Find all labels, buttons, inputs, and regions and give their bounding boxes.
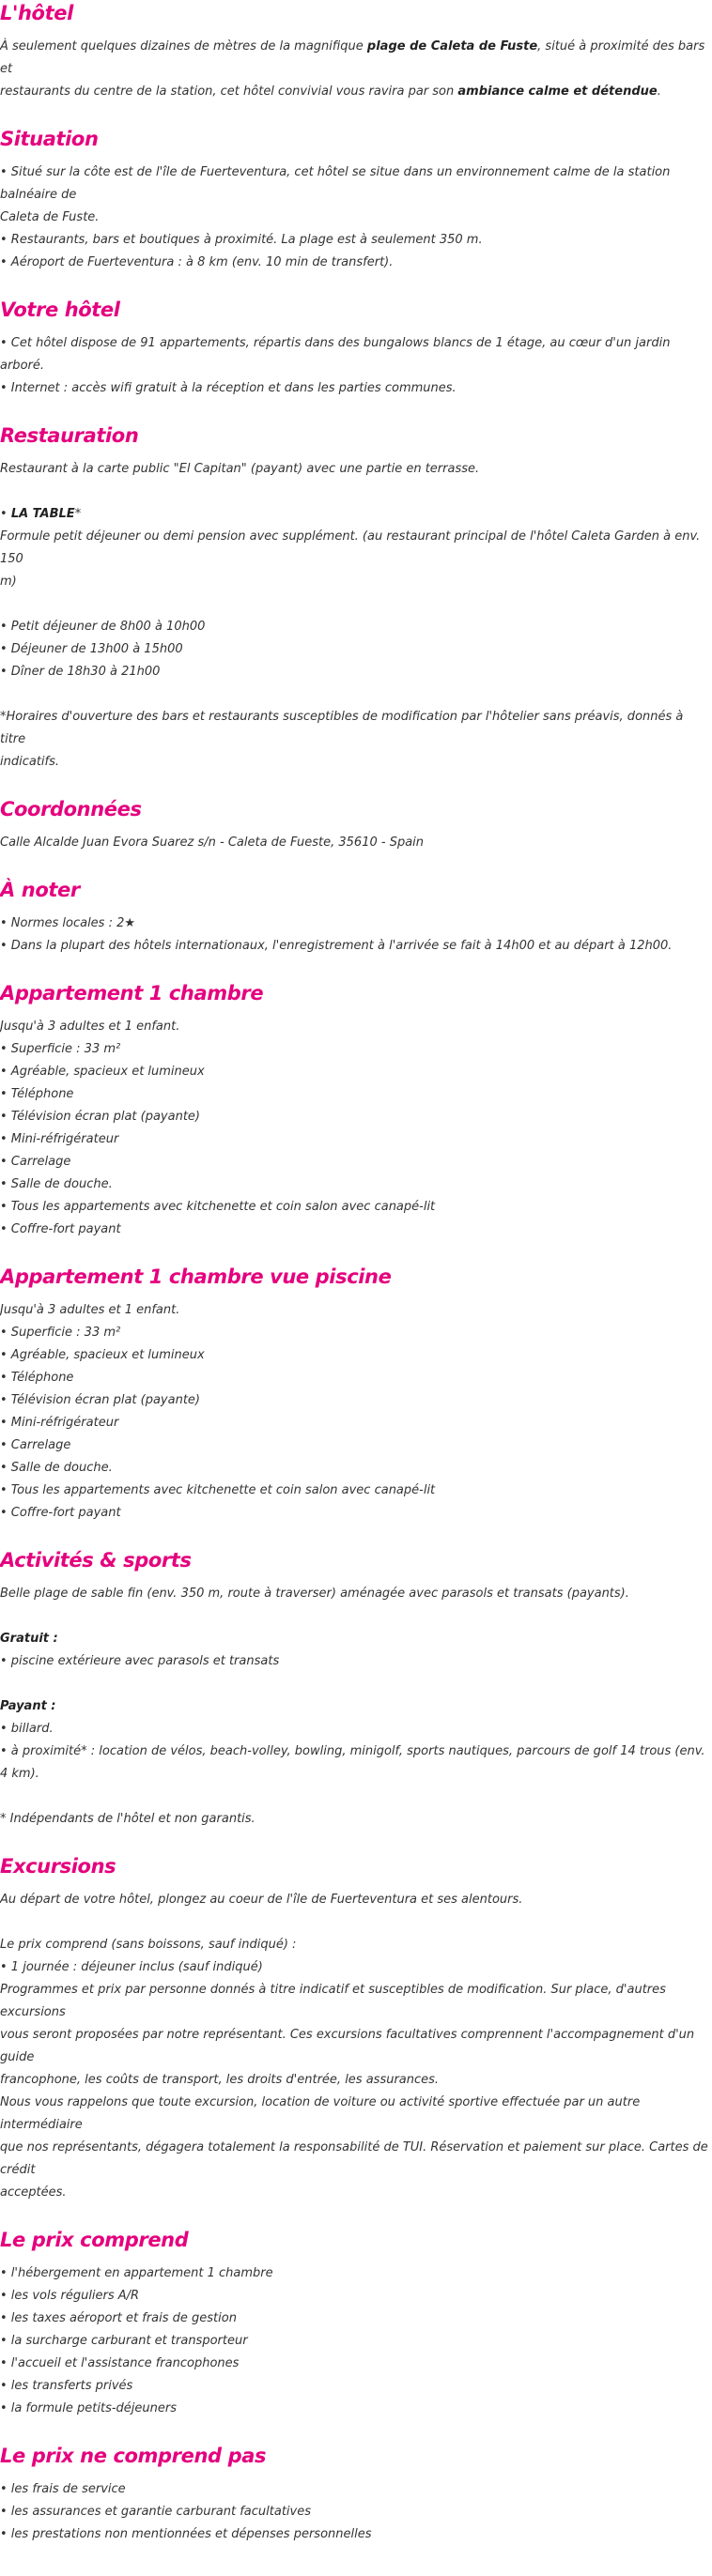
text-line: Programmes et prix par personne donnés à titre indicatif et susceptibles de modification. Sur place, d'autres excursions xyxy=(0,1983,666,2019)
section-restauration xyxy=(0,422,712,774)
section-body xyxy=(0,2478,712,2546)
text-line: *Horaires d'ouverture des bars et restaurants susceptibles de modification par l'hôtelier sans préavis, donnés à titre xyxy=(0,710,684,746)
bullet-item: • Aéroport de Fuerteventura : à 8 km (env. 10 min de transfert). xyxy=(0,255,394,269)
section-title: À noter xyxy=(0,879,80,901)
section-body xyxy=(0,1299,712,1525)
text-line: Jusqu'à 3 adultes et 1 enfant. xyxy=(0,1020,180,1034)
section-title: Votre hôtel xyxy=(0,299,120,321)
section-title: Restauration xyxy=(0,424,139,447)
text-line: indicatifs. xyxy=(0,755,60,769)
text-line: francophone, les coûts de transport, les droits d'entrée, les assurances. xyxy=(0,2073,440,2087)
bullet-item: • l'hébergement en appartement 1 chambre xyxy=(0,2266,273,2280)
section-title: Activités & sports xyxy=(0,1549,192,1572)
bullet-item: • les transferts privés xyxy=(0,2379,133,2393)
text-run: restaurants du centre de la station, cet hôtel convivial vous ravira par son xyxy=(0,84,458,99)
bold-text: ambiance calme et détendue xyxy=(457,84,658,99)
bullet-item: • Salle de douche. xyxy=(0,1177,113,1191)
text-line: Restaurant à la carte public "El Capitan" (payant) avec une partie en terrasse. xyxy=(0,462,480,476)
section-body xyxy=(0,161,712,274)
section-excursions xyxy=(0,1853,712,2204)
bullet-item: • Salle de douche. xyxy=(0,1461,113,1475)
section-title: Situation xyxy=(0,128,99,150)
bullet-item: • Téléphone xyxy=(0,1371,74,1385)
section-body xyxy=(0,2262,712,2420)
bullet-item: • Dans la plupart des hôtels internationaux, l'enregistrement à l'arrivée se fait à 14h00 et au départ à 12h00. xyxy=(0,939,673,953)
text-line: Belle plage de sable fin (env. 350 m, route à traverser) aménagée avec parasols et transats (payants). xyxy=(0,1587,629,1601)
bullet-item: • Normes locales : 2★ xyxy=(0,916,136,930)
bullet-item: • les taxes aéroport et frais de gestion xyxy=(0,2311,237,2325)
bold-text: LA TABLE xyxy=(10,507,75,521)
section-activites-sports xyxy=(0,1547,712,1831)
bullet-item: • Téléphone xyxy=(0,1087,74,1101)
section-le-prix-comprend xyxy=(0,2227,712,2420)
text-line: Calle Alcalde Juan Evora Suarez s/n - Caleta de Fueste, 35610 - Spain xyxy=(0,836,425,850)
bullet-item: • la formule petits-déjeuners xyxy=(0,2401,178,2415)
bullet-item: • Télévision écran plat (payante) xyxy=(0,1110,201,1124)
bullet-item: • l'accueil et l'assistance francophones xyxy=(0,2356,240,2370)
bullet-item: • Petit déjeuner de 8h00 à 10h00 xyxy=(0,620,206,634)
bullet-item: • Situé sur la côte est de l'île de Fuerteventura, cet hôtel se situe dans un environnement calme de la station balnéaire de xyxy=(0,165,671,202)
text-line: Jusqu'à 3 adultes et 1 enfant. xyxy=(0,1303,180,1317)
section-le-prix-ne-comprend-pas xyxy=(0,2443,712,2546)
bullet-item: • Coffre-fort payant xyxy=(0,1506,121,1520)
bullet-item: • Restaurants, bars et boutiques à proximité. La plage est à seulement 350 m. xyxy=(0,233,483,247)
bullet-item: • Cet hôtel dispose de 91 appartements, répartis dans des bungalows blancs de 1 étage, au cœur d'un jardin arboré. xyxy=(0,336,671,373)
text-run: À seulement quelques dizaines de mètres de la magnifique xyxy=(0,39,367,54)
bold-text: Gratuit : xyxy=(0,1632,58,1646)
section-title: Coordonnées xyxy=(0,798,142,820)
bullet-item: • Télévision écran plat (payante) xyxy=(0,1393,201,1407)
text-run: * xyxy=(74,507,82,521)
bullet-item: • les frais de service xyxy=(0,2482,126,2496)
section-body xyxy=(0,1889,712,2204)
bullet-item: • les vols réguliers A/R xyxy=(0,2289,140,2303)
text-line xyxy=(0,1628,712,1650)
bullet-item: • Tous les appartements avec kitchenette et coin salon avec canapé-lit xyxy=(0,1200,436,1214)
text-line: m) xyxy=(0,575,17,589)
blank-line xyxy=(0,1673,712,1695)
blank-line xyxy=(0,593,712,616)
bullet-item: • piscine extérieure avec parasols et transats xyxy=(0,1654,280,1668)
section-a-noter xyxy=(0,877,712,958)
text-line: Formule petit déjeuner ou demi pension avec supplément. (au restaurant principal de l'hôtel Caleta Garden à env. 150 xyxy=(0,529,701,566)
text-line: * Indépendants de l'hôtel et non garantis. xyxy=(0,1812,255,1826)
text-run: , situé à proximité des bars et xyxy=(0,39,705,76)
text-line: Caleta de Fuste. xyxy=(0,210,100,224)
section-body xyxy=(0,912,712,958)
section-title: Le prix ne comprend pas xyxy=(0,2445,267,2467)
section-body xyxy=(0,458,712,774)
section-title: Le prix comprend xyxy=(0,2229,189,2251)
bullet-item: • Déjeuner de 13h00 à 15h00 xyxy=(0,642,183,656)
section-situation xyxy=(0,126,712,274)
bullet-item: • les prestations non mentionnées et dépenses personnelles xyxy=(0,2527,372,2541)
bold-text: plage de Caleta de Fuste xyxy=(366,39,538,54)
bold-text: Payant : xyxy=(0,1699,56,1713)
text-line: Le prix comprend (sans boissons, sauf indiqué) : xyxy=(0,1938,297,1952)
bullet-item: • Dîner de 18h30 à 21h00 xyxy=(0,665,161,679)
section-title: Appartement 1 chambre vue piscine xyxy=(0,1265,392,1288)
text-line xyxy=(0,81,712,103)
text-line: acceptées. xyxy=(0,2185,67,2200)
bullet-item: • Carrelage xyxy=(0,1155,71,1169)
bullet-item: • 1 journée : déjeuner inclus (sauf indiqué) xyxy=(0,1960,263,1974)
bullet-item: • billard. xyxy=(0,1722,54,1736)
blank-line xyxy=(0,683,712,706)
bullet-item: • à proximité* : location de vélos, beach-volley, bowling, minigolf, sports nautiques, parcours de golf 14 trous (env. 4 km). xyxy=(0,1744,705,1781)
section-body xyxy=(0,832,712,854)
bullet-item: • Agréable, spacieux et lumineux xyxy=(0,1065,205,1079)
bullet-item: • les assurances et garantie carburant facultatives xyxy=(0,2505,312,2519)
text-line xyxy=(0,36,712,81)
section-appartement-1-chambre-vue-piscine xyxy=(0,1264,712,1525)
bullet-item: • Tous les appartements avec kitchenette et coin salon avec canapé-lit xyxy=(0,1483,436,1497)
text-line: que nos représentants, dégagera totalement la responsabilité de TUI. Réservation et paiement sur place. Cartes de crédit xyxy=(0,2140,708,2177)
section-l-hotel xyxy=(0,0,712,103)
text-line: vous seront proposées par notre représentant. Ces excursions facultatives comprennent l'accompagnement d'un guide xyxy=(0,2028,695,2064)
section-coordonnees xyxy=(0,796,712,854)
text-line: Au départ de votre hôtel, plongez au coeur de l'île de Fuerteventura et ses alentours. xyxy=(0,1893,523,1907)
text-line: Nous vous rappelons que toute excursion, location de voiture ou activité sportive effectuée par un autre intermédiaire xyxy=(0,2095,641,2132)
bullet-item: • Internet : accès wifi gratuit à la réception et dans les parties communes. xyxy=(0,381,457,395)
bullet-item: • la surcharge carburant et transporteur xyxy=(0,2334,248,2348)
text-run: . xyxy=(657,84,661,99)
section-title: Appartement 1 chambre xyxy=(0,982,264,1004)
text-line xyxy=(0,1695,712,1718)
bullet-item: • Superficie : 33 m² xyxy=(0,1326,121,1340)
section-body xyxy=(0,1583,712,1831)
section-title: Excursions xyxy=(0,1855,116,1878)
bullet-item: • Coffre-fort payant xyxy=(0,1222,121,1236)
text-run: • xyxy=(0,507,11,521)
section-body xyxy=(0,36,712,103)
bullet-item: • Mini-réfrigérateur xyxy=(0,1416,119,1430)
section-body xyxy=(0,1016,712,1241)
bullet-item: • Carrelage xyxy=(0,1438,71,1452)
bullet-item: • Mini-réfrigérateur xyxy=(0,1132,119,1146)
blank-line xyxy=(0,1786,712,1808)
text-line xyxy=(0,503,712,526)
blank-line xyxy=(0,1911,712,1934)
section-title: L'hôtel xyxy=(0,2,73,24)
blank-line xyxy=(0,481,712,503)
blank-line xyxy=(0,1605,712,1628)
section-votre-hotel xyxy=(0,297,712,400)
bullet-item: • Superficie : 33 m² xyxy=(0,1042,121,1056)
section-body xyxy=(0,332,712,400)
section-appartement-1-chambre xyxy=(0,980,712,1241)
bullet-item: • Agréable, spacieux et lumineux xyxy=(0,1348,205,1362)
